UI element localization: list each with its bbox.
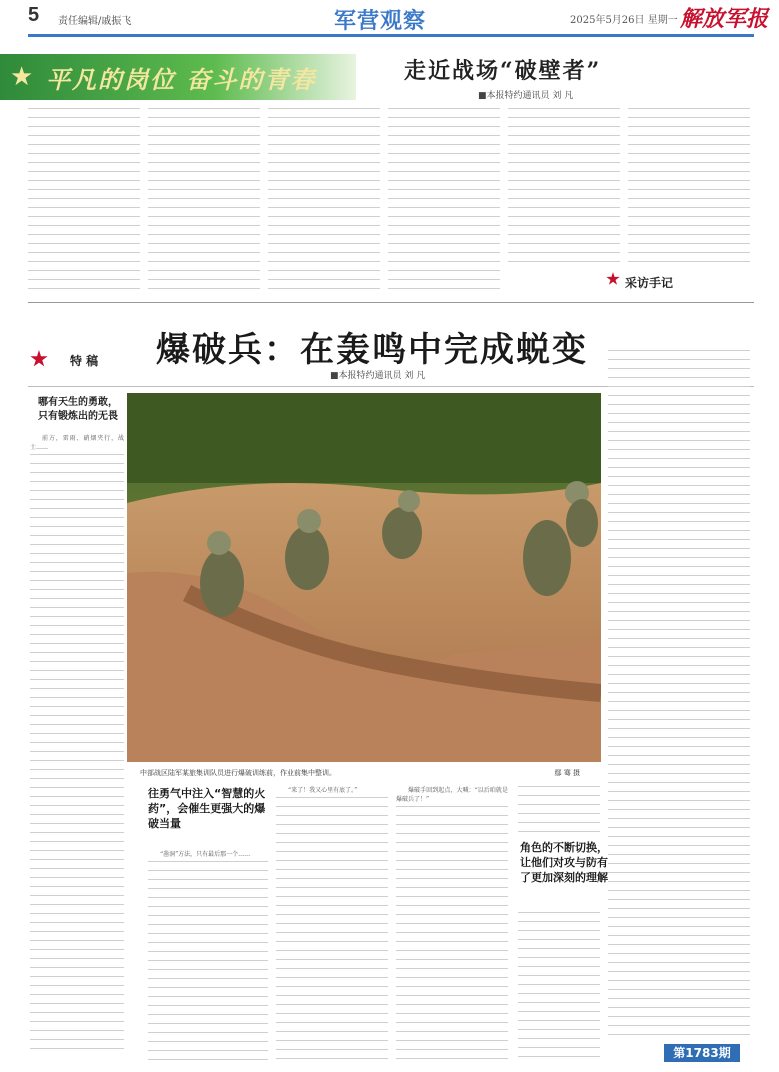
photo-caption (140, 768, 580, 778)
photo-credit: 鄢 骞 摄 (554, 769, 580, 777)
divider (28, 302, 754, 303)
text-column (30, 434, 124, 1054)
top-rule (28, 34, 754, 37)
text-column (268, 108, 380, 296)
star-icon (606, 272, 620, 286)
text-column (396, 786, 508, 1060)
subheading: 角色的不断切换，让他们对攻与防有了更加深刻的理解 (520, 841, 608, 884)
star-icon: ★ (10, 62, 34, 92)
subheading: 往勇气中注入“智慧的火药”，会催生更强大的爆破当量 (148, 787, 266, 830)
text-column (628, 108, 750, 268)
feature-byline: ■本报特约通讯员 刘 凡 (330, 371, 426, 381)
article-headline: 走近战场“破壁者” (404, 58, 602, 84)
paragraph: “凿洞”方法，只有最后那一个…… (160, 851, 251, 858)
text-column (148, 850, 268, 1060)
text-column (28, 108, 140, 296)
text-column (508, 108, 620, 268)
paragraph: 前方，雷雨、硝烟夹行，战士…… (30, 435, 124, 451)
feature-headline: 爆破兵：在轰鸣中完成蜕变 (156, 330, 588, 370)
column-tag: 特 稿 (70, 354, 99, 368)
banner-text: 平凡的岗位 奋斗的青春 (46, 65, 317, 94)
text-column (388, 108, 500, 296)
page-number: 5 (28, 4, 40, 26)
text-column (518, 912, 600, 1060)
paragraph: 爆破手回到起点，大喊：“以后咱就是爆破兵了！” (396, 787, 508, 803)
caption-text: 中部战区陆军某旅集训队员进行爆破训练前，作业前集中整训。 (140, 769, 336, 777)
paragraph: “来了！我又心里有底了。” (288, 787, 358, 794)
section-title: 军营观察 (334, 9, 427, 34)
text-column (518, 786, 600, 832)
issue-badge: 第1783期 (664, 1044, 740, 1062)
article-byline: ■本报特约通讯员 刘 凡 (478, 91, 574, 101)
star-icon (30, 350, 48, 368)
editor-credit: 责任编辑/戚振飞 (58, 16, 132, 27)
feature-photo (127, 393, 601, 762)
paper-logo: 解放军报 (680, 6, 769, 32)
issue-date: 2025年5月26日 星期一 (570, 15, 678, 26)
subheading: 哪有天生的勇敢，只有锻炼出的无畏 (38, 397, 118, 422)
text-column (608, 350, 750, 1036)
note-label: 采访手记 (625, 276, 674, 290)
text-column (276, 786, 388, 1060)
text-column (148, 108, 260, 296)
